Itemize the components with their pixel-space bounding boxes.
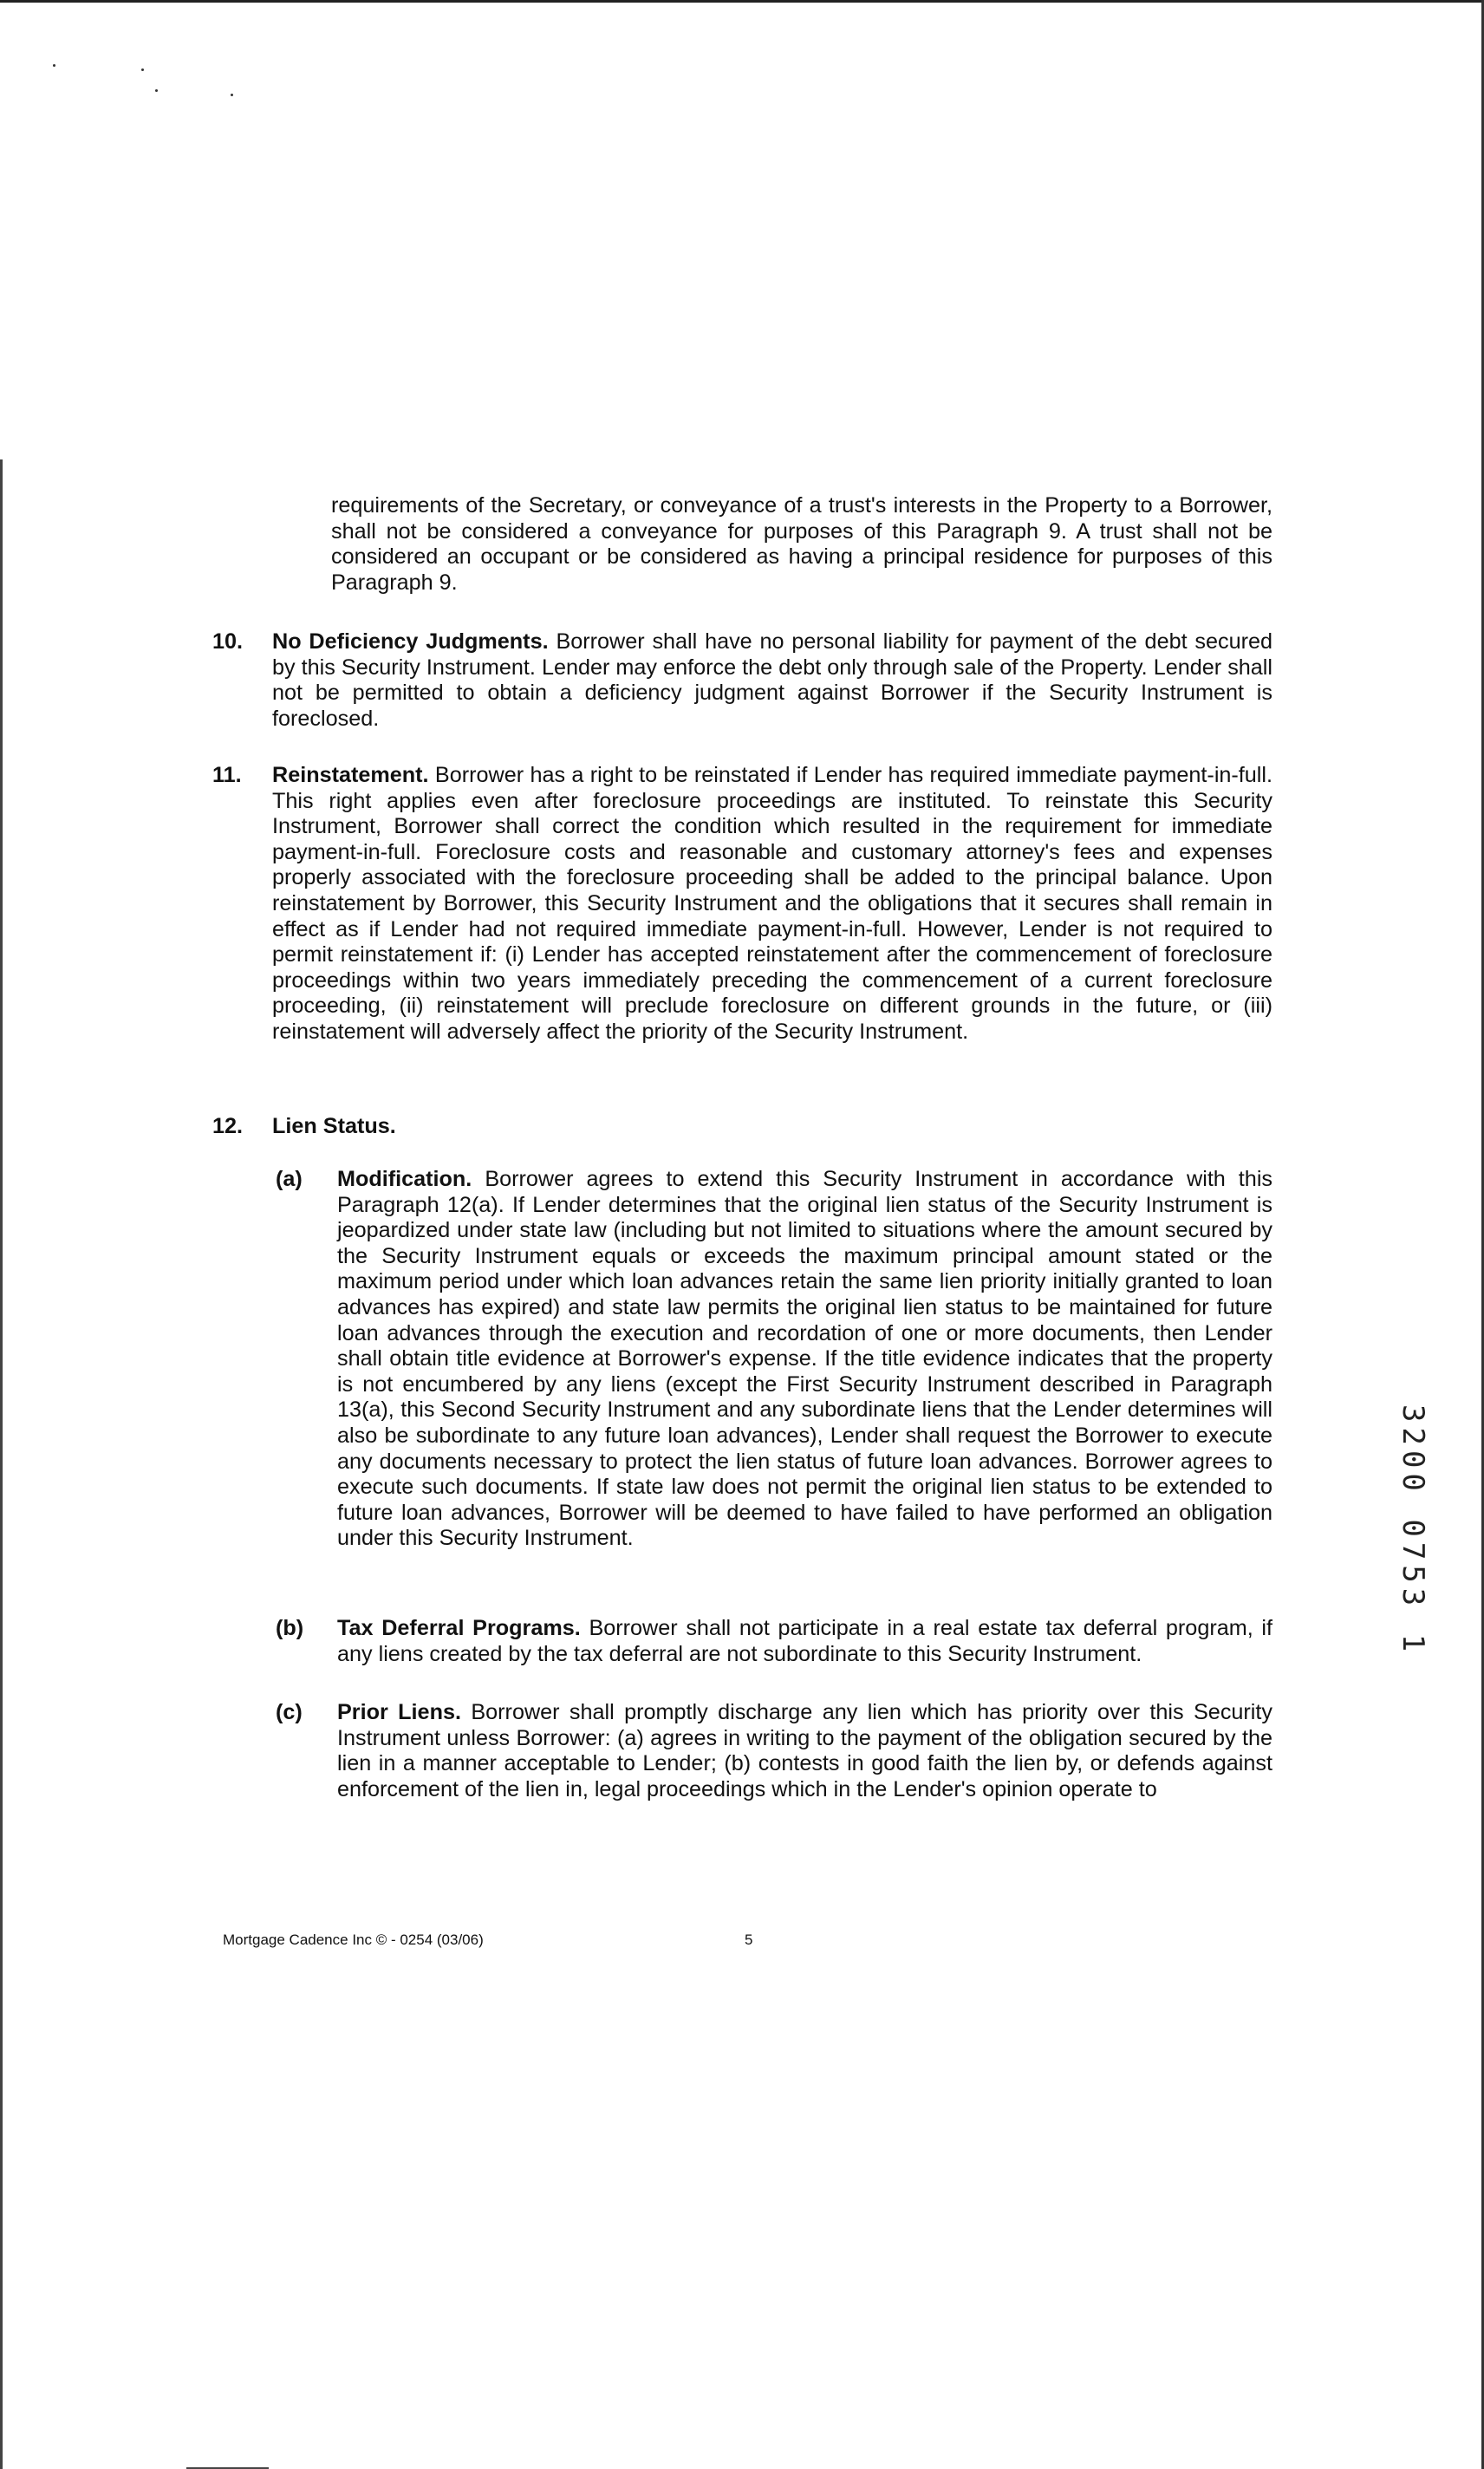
subsection-heading: Modification. — [337, 1167, 472, 1191]
section-heading: Reinstatement. — [272, 763, 429, 787]
section-heading: No Deficiency Judgments. — [272, 629, 549, 654]
section-text: Borrower shall have no personal liability for payment of the debt secured by this Security Instrument. Lender may enforce the debt only through sale of the Property. Lender shall not be permitted to obtain a deficiency judgment against Borrower if the Security Instrument is foreclosed. — [272, 629, 1273, 731]
page-number: 5 — [745, 1932, 753, 1948]
subsection-label: (b) — [276, 1616, 304, 1640]
subsection-heading: Tax Deferral Programs. — [337, 1616, 581, 1640]
section-text: Borrower has a right to be reinstated if Lender has required immediate payment-in-full. This right applies even after foreclosure proceedings are instituted. To reinstate this Security Instrument, Borrower shall correct the condition which resulted in the requirement for immediate payment-in-full. Foreclosure costs and reasonable and customary attorney's fees and expenses properly associated with the foreclosure proceeding shall be added to the principal balance. Upon reinstatement by Borrower, this Security Instrument and the obligations that it secures shall remain in effect as if Lender had not required immediate payment-in-full. However, Lender is not required to permit reinstatement if: (i) Lender has accepted reinstatement after the commencement of foreclosure proceedings within two years immediately preceding the commencement of a current foreclosure proceeding, (ii) reinstatement will preclude foreclosure on different grounds in the future, or (iii) reinstatement will adversely affect the priority of the Security Instrument. — [272, 763, 1273, 1044]
subsection-text: Borrower agrees to extend this Security Instrument in accordance with this Paragraph 12(a). If Lender determines that the original lien status of the Security Instrument is jeopardized under state law (including but not limited to situations where the amount secured by the Security Instrument equals or exceeds the maximum principal amount stated or the maximum period under which loan advances retain the same lien priority initially granted to loan advances has expired) and state law permits the original lien status to be maintained for future loan advances through the execution and recordation of one or more documents, then Lender shall obtain title evidence at Borrower's expense. If the title evidence indicates that the property is not encumbered by any liens (except the First Security Instrument described in Paragraph 13(a), this Second Security Instrument and any subordinate liens that the Lender determines will also be subordinate to any future loan advances), Lender shall request the Borrower to execute any documents necessary to protect the lien status of future loan advances. Borrower agrees to execute such documents. If state law does not permit the original lien status to be extended to future loan advances, Borrower will be deemed to have failed to have performed an obligation under this Security Instrument. — [337, 1167, 1273, 1551]
section-no-deficiency-judgments — [272, 629, 1272, 732]
subsection-tax-deferral-programs — [337, 1616, 1272, 1667]
scan-top-border — [0, 0, 1484, 3]
subsection-modification — [337, 1167, 1272, 1552]
recording-stamp — [1396, 1404, 1456, 1717]
scan-left-border — [0, 459, 3, 2469]
subsection-text: Borrower shall promptly discharge any lien which has priority over this Security Instrument unless Borrower: (a) agrees in writing to the payment of the obligation secured by the lien in a manner acceptable to Lender; (b) contests in good faith the lien by, or defends against enforcement of the lien in, legal proceedings which in the Lender's opinion operate to — [337, 1700, 1272, 1801]
section-heading: Lien Status. — [272, 1114, 396, 1138]
section-lien-status-heading — [272, 1114, 1272, 1140]
scan-speck — [53, 64, 55, 67]
subsection-label: (c) — [276, 1700, 303, 1724]
scan-speck — [155, 89, 158, 92]
subsection-heading: Prior Liens. — [337, 1700, 461, 1724]
recording-stamp-text: 3200 0753 1 — [1396, 1404, 1430, 1658]
subsection-prior-liens — [337, 1700, 1272, 1802]
footer-form-id: Mortgage Cadence Inc © - 0254 (03/06) — [223, 1932, 484, 1948]
section-number: 10. — [212, 629, 244, 654]
subsection-text: Borrower shall not participate in a real estate tax deferral program, if any liens created by the tax deferral are not subordinate to this Security Instrument. — [337, 1616, 1272, 1666]
continuation-paragraph: requirements of the Secretary, or conveyance of a trust's interests in the Property to a Borrower, shall not be considered a conveyance for purposes of this Paragraph 9. A trust shall not be considered an occupant or be considered as having a principal residence for purposes of this Paragraph 9. — [331, 493, 1272, 595]
section-number: 11. — [212, 763, 242, 787]
subsection-label: (a) — [276, 1167, 303, 1191]
section-reinstatement — [272, 763, 1272, 1046]
section-number: 12. — [212, 1114, 244, 1138]
scan-speck — [231, 94, 233, 96]
scan-speck — [141, 68, 144, 71]
